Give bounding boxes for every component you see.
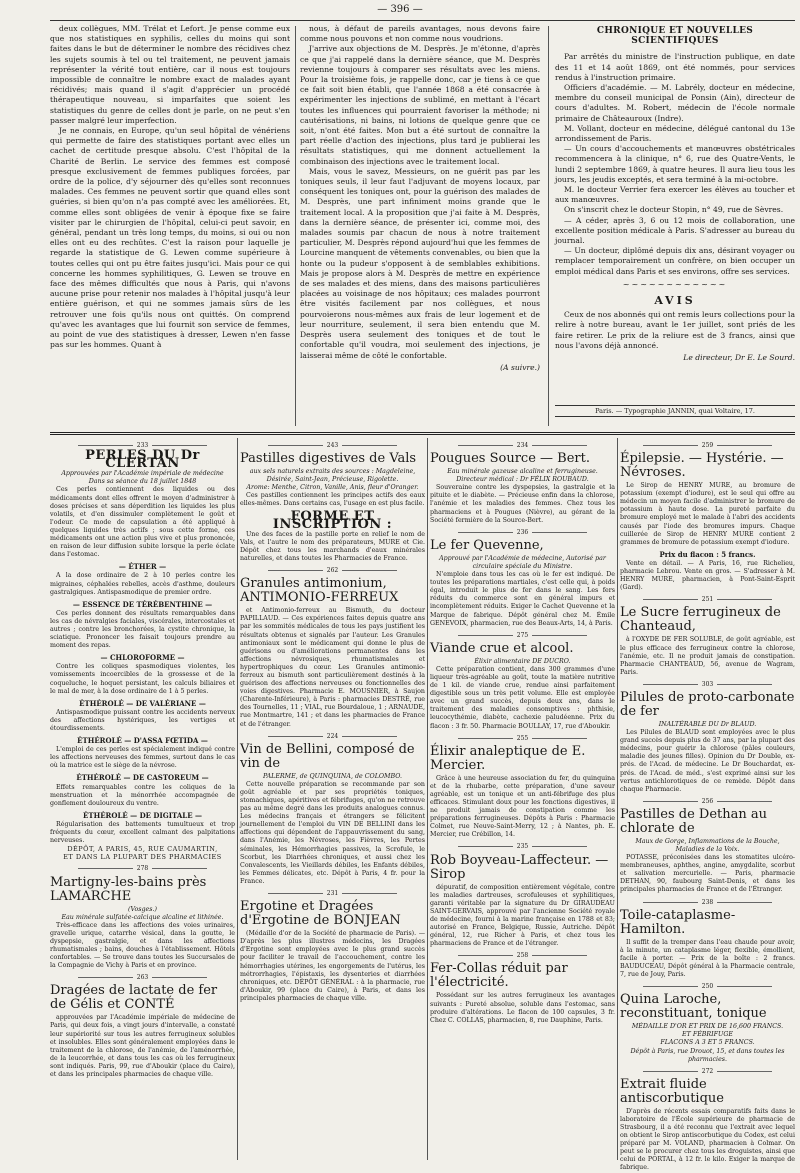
article-paragraph: nous, à défaut de pareils avantages, nous devons faire comme nous pouvons et non comme nous voudrions. <box>300 24 540 44</box>
advertisement <box>620 681 795 794</box>
ad-subtitle: ET FÉBRIFUGE <box>682 1031 733 1039</box>
ad-body: Vente en détail. — A Paris, 16, rue Richelieu, pharmacie Lebrou. Vente en gros. — S'adresser à M. HENRY MURE, pharmacien, à Pont-Saint-Esprit (Gard). <box>620 559 795 592</box>
ad-body: approuvées par l'Académie impériale de médecine de Paris, qui deux fois, a vingt jours d'intervalle, a constaté leur supériorité sur tous les autres ferrugineux solubles et insolubles. Elles sont généralement employées dans le traitement de la chlorose, de l'anémie, de l'aménorrhée, de la leucorrhée, et dans tous les cas où les ferrugineux sont indiqués. Paris, 99, rue d'Aboukir (place du Caire), et dans les principales pharmacies de chaque ville. <box>50 1014 235 1078</box>
ad-subtitle: PALERME, de QUINQUINA, de COLOMBO. <box>262 772 403 780</box>
ad-number: 233 <box>50 442 235 450</box>
ad-number: 231 <box>240 890 425 898</box>
advertisement <box>430 632 615 731</box>
ads-column-4 <box>620 440 795 1172</box>
column-divider <box>548 26 549 426</box>
advertisement <box>430 442 615 525</box>
ad-subtitle: INALTÉRABLE DU Dr BLAUD. <box>658 720 757 728</box>
chronicle-paragraph: M. le docteur Verrier fera exercer les élèves au toucher et aux manœuvres. <box>555 185 795 205</box>
article-column-1 <box>50 24 290 430</box>
ad-section-heading: — ESSENCE DE TÉRÉBENTHINE — <box>72 599 213 609</box>
ad-title: Le fer Quevenne, <box>430 537 544 553</box>
chronicle-paragraph: M. Vollant, docteur en médecine, délégué cantonal du 13e arrondissement de Paris. <box>555 123 795 144</box>
ad-title: Rob Boyveau-Laffecteur. — Sirop <box>430 852 609 882</box>
avis-text: Ceux de nos abonnés qui ont remis leurs collections pour la relire à notre bureau, avant le 1er juillet, sont priés de les faire retirer. Le prix de la reliure est de 3 francs, ainsi que nous l'avons déjà annoncé. <box>555 310 795 350</box>
ad-title: Martigny-les-bains près LAMARCHE <box>50 874 207 904</box>
ad-number: 250 <box>620 983 795 991</box>
ad-number: 224 <box>240 733 425 741</box>
ad-title: Viande crue et alcool. <box>430 640 574 656</box>
ad-subtitle: Élixir alimentaire DE DUCRO. <box>474 657 571 665</box>
ad-body: Grâce à une heureuse association du fer, du quinquina et de la rhubarbe, cette préparation, d'une saveur agréable, est un tonique et un anti-fébrifuge des plus efficaces. Stimulant doux pour les fonctions digestives, il ne produit jamais de constipation comme les préparations ferrugineuses. Dépôts à Paris : Pharmacie Colmet, rue Neuve-Saint-Merry, 12 ; à Nantes, ph. E. Mercier, rue Crébillon, 14. <box>430 774 615 839</box>
article-paragraph: Mais, vous le savez, Messieurs, on ne guérit pas par les toniques seuls, il leur faut l'adjuvant de moyens locaux, par conséquent les toniques ont, pour la guérison des malades de M. Desprès, une part infiniment moins grande que le traitement local. A la proposition que j'ai faite à M. Desprès, dans la dernière séance, de présenter ici, comme moi, des malades soumis par chacun de nous à notre traitement particulier, M. Desprès répond aujourd'hui que les femmes de Lourcine manquent de vêtements convenables, ou bien que la honte ou la pudeur s'opposent à de semblables exhibitions. Mais je propose alors à M. Desprès de mettre en expérience de ses malades et des miens, dans des maisons particulières placées au voisinage de nos hôpitaux; ces malades pourront être visités facilement par nos collègues, et nous pourvoierons nous-mêmes aux frais de leur logement et de leur nourriture, seulement, il sera bien entendu que M. Desprès usera seulement des toniques et de tout le confortable qu'il voudra, moi seulement des injections, je laisserai même de côté le confortable. <box>300 166 540 360</box>
advertisement <box>50 442 235 861</box>
ad-subtitle: MÉDAILLE D'OR ET PRIX DE 16,600 FRANCS. <box>631 1023 784 1031</box>
ad-body: Cette nouvelle préparation se recommande par son goût agréable et par ses propriétés toniques, stomachiques, apéritives et fébrifuges, qu'on ne retrouve pas au même degré dans les produits analogues connus. Les médecins français et étrangers se félicitent journellement de l'emploi du VIN DE BELLINI dans les affections qui dépendent de l'appauvrissement du sang, dans l'Anémie, les Névroses, les Fièvres, les Pertes séminales, les Hémorrhagies passives, la Scrofule, le Scorbut, les Diarrhées chroniques, et aussi chez les Convalescents, les Vieillards débiles, les Enfants débiles, les Femmes délicates, etc. Dépôt à Paris, 4 fr. pour la France. <box>240 780 425 885</box>
ad-subtitle: FLACONS A 3 ET 5 FRANCS. <box>660 1039 755 1047</box>
page-number: — 396 — <box>377 4 423 15</box>
ad-title: Pastilles de Dethan au chlorate de <box>620 806 768 836</box>
advertisement <box>430 735 615 840</box>
ad-title: Pastilles digestives de Vals <box>240 451 417 467</box>
article-paragraph: deux collègues, MM. Trélat et Lefort. Je pense comme eux que nos statistiques en syphilis, celles du moins qui sont faites dans le but de déterminer le nombre des récidives chez les sujets soumis à tel ou tel traitement, ne peuvent jamais représenter la vérité tout entière, car il nous est toujours impossible de connaître le nombre exact de malades ayant récidivés; mais quand il s'agit d'apprécier un procédé thérapeutique nouveau, si imparfaites que soient les statistiques du genre de celles dont je parle, on ne peut s'en passer malgré leur imperfection. <box>50 24 290 125</box>
advertisement <box>620 798 795 895</box>
ad-section-body: L'emploi de ces perles est spécialement indiqué contre les affections nerveuses des femmes, surtout dans le cas où la matrice est le siège de la névrose. <box>50 746 235 770</box>
ad-number: 262 <box>240 567 425 575</box>
advertisement <box>620 596 795 677</box>
ad-section-heading: ÉTHÉROLÉ — DE DIGITALE — <box>83 810 202 820</box>
ad-body: Cette préparation contient, dans 300 grammes d'une liqueur très-agréable au goût, toute la matière nutritive de 1 kil. de viande crue, rendue ainsi parfaitement digestible sous un très petit volume. Elle est employée avec un grand succès, depuis deux ans, dans le traitement des maladies consomptives : phthisie, leucocythémie, diabète, cachexie paludéenne. Prix du flacon : 3 fr. 50. Pharmacie BOULLAY, 17, rue d'Aboukir. <box>430 665 615 730</box>
advertisement <box>430 529 615 628</box>
ad-title: Quina Laroche, reconstituant, tonique <box>620 992 767 1022</box>
chronicle-paragraph: On s'inscrit chez le docteur Stopin, n° 49, rue de Sèvres. <box>564 205 784 215</box>
ad-subtitle: Approuvées par l'Académie impériale de médecine <box>61 470 224 478</box>
ad-body: Souveraine contre les dyspepsies, la gastralgie et la pituite et le diabète. — Précieuse enfin dans la chlorose, l'anémie et les maladies des femmes. Chez tous les pharmaciens et à Pougues (Nièvre), au gérant de la Société fermière de la Source-Bert. <box>430 484 615 524</box>
ad-body: (Médaille d'or de la Société de pharmacie de Paris). — D'après les plus illustres médecins, les Dragées d'Ergotine sont employées avec le plus grand succès pour faciliter le travail de l'accouchement, contre les hémorrhagies utérines, les engorgements de l'utérus, les métrorrhagies, l'épistaxis, les dysenteries et diarrhées chroniques, etc. DÉPÔT GÉNÉRAL : à la pharmacie, rue d'Aboukir, 99 (place du Caire), à Paris, et dans les principales pharmacies de chaque ville. <box>240 930 425 1002</box>
ornament-divider: ~~~~~~~~~~~~ <box>622 279 728 289</box>
column-divider <box>427 438 428 1160</box>
ad-subtitle: aux sels naturels extraits des sources : Magdeleine, Désirée, Saint-Jean, Précieuse, Rigolette. <box>249 468 416 484</box>
ad-number: 236 <box>430 529 615 537</box>
ad-section-body: A la dose ordinaire de 2 à 10 perles contre les migraines, céphalées rebelles, accès d'asthme, douleurs gastralgiques. Antispasmodique de premier ordre. <box>50 572 235 596</box>
ad-number: 243 <box>240 442 425 450</box>
advertisement <box>240 890 425 1003</box>
ad-number: 303 <box>620 681 795 689</box>
ad-title: Le Sucre ferrugineux de Chanteaud, <box>620 605 781 635</box>
ad-title: Ergotine et Dragées d'Ergotine de BONJEAN <box>240 899 401 929</box>
ad-title: Toile-cataplasme-Hamilton. <box>620 907 736 937</box>
printer-imprint: Paris. — Typographie JANNIN, quai Voltaire, 17. <box>555 405 795 417</box>
header-rule <box>50 20 795 21</box>
ad-subtitle: Arome: Menthe, Citron, Vanille, Anis, fleur d'Oranger. <box>246 484 419 492</box>
director-signature: Le directeur, Dr E. Le Sourd. <box>683 353 795 363</box>
ad-footer: DÉPÔT, A PARIS, 45, RUE CAUMARTIN, <box>67 845 218 854</box>
ad-body: Les Pilules de BLAUD sont employées avec le plus grand succès depuis plus de 37 ans, par la plupart des médecins, pour guérir la chlorose (pâles couleurs, maladie des jeunes filles). Opinion du Dr Double, ex-prés. de l'Acad. de médecine. Le Dr Bouchardat, ex-prés. de l'Acad. de méd., s'est exprimé ainsi sur les vertus antichlorotiques de ce remède. Dépôt dans chaque Pharmacie. <box>620 729 795 793</box>
article-paragraph: J'arrive aux objections de M. Desprès. Je m'étonne, d'après ce que j'ai rappelé dans la dernière séance, que M. Desprès revienne toujours à comparer ses résultats avec les miens. Pour la troisième fois, je rappelle donc, car je tiens à ce que ce fait soit bien établi, que l'année 1868 a été consacrée à expérimenter les injections de sublimé, en mettant à l'écart toutes les influences qui pourraient favoriser la méthode; ni cautérisations, ni bains, ni lotions de quelque genre que ce soit, n'ont été faites. Mon but a été surtout de connaître la part réelle d'action des injections, plus tard je publierai les résultats statistiques, qui me donnent actuellement la combinaison des injections avec le traitement local. <box>300 44 540 166</box>
ad-section-heading: ÉTHÉROLÉ — DE CASTOREUM — <box>76 773 209 783</box>
ad-number: 235 <box>430 843 615 851</box>
ad-number: 234 <box>430 442 615 450</box>
advertisement <box>50 865 235 970</box>
ad-title: Pilules de proto-carbonate de fer <box>620 689 795 719</box>
ad-subtitle: Maux de Gorge, Inflammations de la Bouche, Maladies de la Voix. <box>635 837 780 853</box>
column-divider <box>617 438 618 1160</box>
article-paragraph: Je ne connais, en Europe, qu'un seul hôpital de vénériens qui permette de faire des statistiques portant avec elles un cachet de certitude presque absolu. C'est l'hôpital de la Charité de Berlin. Le service des femmes est composé presque exclusivement de femmes publiques forcées, par ordre de la police, d'y séjourner dès qu'elles sont reconnues malades. Ces femmes ne peuvent sortir que quand elles sont guéries, si bien qu'on n'a pas compté avec les améliorées. Et, comme elles sont obligées de venir à époque fixe se faire visiter par le chirurgien de l'hôpital, celui-ci peut savoir, en général, pendant un très long temps, du moins, si oui ou non elles ont eu des rechûtes. C'est la raison pour laquelle je regarde la statistique de G. Lewen comme supérieure à toutes celles qui ont pu être faites jusqu'ici. Mais pour ce qui concerne les hommes syphilitiques, G. Lewen se trouve en face des mêmes difficultés que nous à Paris, qui n'avons aucune prise pour retenir nos malades à l'hôpital jusqu'à leur entière guérison, et qui ne sommes jamais sûrs de les retrouver une fois qu'ils nous ont quittés. On comprend qu'avec les avantages que lui fournit son service de femmes, au point de vue des statistiques à dresser, Lewen n'en fasse pas sur les hommes. Quant à <box>50 126 290 350</box>
ad-subtitle: (Vosges.) <box>128 905 157 913</box>
ad-body: Le Sirop de HENRY MURE, au bromure de potassium (exempt d'iodure), est le seul qui offre au médecin un moyen facile d'administrer le bromure de potassium à haute dose. La pureté parfaite du bromure employé met le malade à l'abri des accidents causés par l'iode des bromures impurs. Chaque cuillerée de Sirop de HENRY MURE contient 2 grammes de bromure de potassium exempt d'iodure. <box>620 482 795 546</box>
ad-number: 272 <box>620 1068 795 1076</box>
ad-subtitle: Approuvé par l'Académie de médecine, Autorisé par circulaire spéciale du Ministre. <box>439 554 606 570</box>
ad-subtitle: Eau minérale sulfatée-calcique alcaline et lithinée. <box>61 913 224 921</box>
ad-number: 251 <box>620 596 795 604</box>
ad-number: 238 <box>620 899 795 907</box>
ad-number: 278 <box>50 865 235 873</box>
ads-section-rule <box>50 432 795 435</box>
advertisement <box>240 567 425 729</box>
chronicle-paragraph: — Un cours d'accouchements et manœuvres obstétricales recommencera à la clinique, n° 6, rue des Quatre-Vents, le lundi 2 septembre 1869, à quatre heures. Il aura lieu tous les jours, les jeudis exceptés, et sera terminé à la mi-octobre. <box>555 144 795 184</box>
advertisement <box>430 843 615 948</box>
ad-title: Dragées de lactate de fer de Gélis et CONTÉ <box>50 983 218 1013</box>
ad-title: FORME ET INSCRIPTION : <box>272 508 393 532</box>
ad-section-body: Antispasmodique puissant contre les accidents nerveux des affections hystériques, les vertiges et étourdissements. <box>50 708 235 732</box>
ad-number: 256 <box>620 798 795 806</box>
ad-title: Granules antimonium, ANTIMONIO-FERREUX <box>240 576 399 606</box>
ad-body: Très-efficace dans les affections des voies urinaires, gravelle urique, catarrhe vésical, dans la goutte, le dyspepsie, gastralgie, et dans les affections rhumatismales ; bains, douches à l'établissement. Hôtels confortables. — Se trouve dans toutes les Succursales de la Compagnie de Vichy à Paris et en province. <box>50 921 235 970</box>
avis-heading: AVIS <box>654 294 696 308</box>
advertisement <box>620 899 795 980</box>
ad-body: Une des faces de la pastille porte en relief le nom de Vals, et l'autre le nom des préparateurs, MURE et Cie. Dépôt chez tous les marchands d'eaux minérales naturelles, et dans toutes les Pharmacies de France. <box>240 530 425 563</box>
ad-body: POTASSE, préconisées dans les stomatites ulcéro-membraneuses, aphthes, angine, amygdalite, scorbut et salivation mercurielle. — Paris, pharmacie DETHAN, 90, faubourg Saint-Denis, et dans les principales pharmacies de France et de l'Étranger. <box>620 854 795 894</box>
column-divider <box>237 438 238 1160</box>
ad-body: D'après de récents essais comparatifs faits dans le laboratoire de l'École supérieure de pharmacie de Strasbourg, il a été reconnu que l'extrait avec lequel on obtient le Sirop antiscorbutique du Codex, est celui préparé par M. VOLAND, pharmacien à Colmar. On peut se le procurer chez tous les droguistes, ainsi que celui de PORTAL, à 12 fr. le kilo. Exiger la marque de fabrique. <box>620 1107 795 1172</box>
ad-number: 275 <box>430 632 615 640</box>
advertisement <box>620 442 795 592</box>
chronicle-paragraph: — A céder, après 3, 6 ou 12 mois de collaboration, une excellente position médicale à Paris. S'adresser au bureau du journal. <box>555 215 795 246</box>
ad-section-heading: ÉTHÉROLÉ — D'ASSA FŒTIDA — <box>77 736 208 746</box>
chronicle-paragraph: — Un docteur, diplômé depuis dix ans, désirant voyager ou remplacer temporairement un confrère, on bien occuper un emploi médical dans Paris et ses environs, offre ses services. <box>555 246 795 276</box>
column-divider <box>295 26 296 426</box>
advertisement <box>620 983 795 1064</box>
ad-section-body: Régularisation des battements tumultueux et trop fréquents du cœur, excellent calmant des palpitations nerveuses. <box>50 820 235 845</box>
chronicle-paragraph: Officiers d'académie. — M. Labrély, docteur en médecine, membre du conseil municipal de Ponsin (Ain), directeur de cours d'adultes. M. Robert, médecin de l'école normale primaire de Châteauroux (Indre). <box>555 83 795 123</box>
ad-body: dépuratif, de composition entièrement végétale, contre les maladies dartreuses, scrofuleuses et syphilitiques, garanti véritable par la signature du Dr GIRAUDEAU SAINT-GERVAIS, approuvé par l'ancienne Société royale de médecine, fourni à la marine française en 1788 et 83; autorisé en France, Belgique, Russie, Autriche. Dépôt général, 12, rue Richer à Paris, et chez tous les pharmaciens de France et de l'étranger. <box>430 883 615 948</box>
ad-body: à l'OXYDE DE FER SOLUBLE, de goût agréable, est le plus efficace des ferrugineux contre la chlorose, l'anémie, etc. Il ne produit jamais de constipation. Pharmacie CHANTEAUD, 56, avenue de Wagram, Paris. <box>620 636 795 676</box>
ad-title: Fer-Collas réduit par l'électricité. <box>430 961 568 991</box>
ad-price: Prix du flacon : 5 francs. <box>659 549 756 559</box>
advertisement <box>50 974 235 1079</box>
ad-subtitle: Dans sa séance du 18 juillet 1848 <box>88 478 197 486</box>
ad-title: Extrait fluide antiscorbutique <box>620 1076 724 1106</box>
ad-section-heading: — ÉTHER — <box>118 562 167 572</box>
ad-subtitle: Dépôt à Paris, rue Drouot, 15, et dans toutes les pharmacies. <box>630 1047 785 1063</box>
ad-body: Possédant sur les autres ferrugineux les avantages suivants : Pureté absolue, soluble dans l'estomac, sans produire d'altérations. Le flacon de 100 capsules, 3 fr. Chez C. COLLAS, pharmacien, 8, rue Dauphine, Paris. <box>430 992 615 1024</box>
ad-title: Épilepsie. — Hystérie. — Névroses. <box>620 451 784 481</box>
ad-section-body: Effets remarquables contre les coliques de la menstruation et la ménorrhée accompagnée de gonflement douloureux du ventre. <box>50 783 235 807</box>
ads-column-2 <box>240 440 425 1160</box>
advertisement <box>430 952 615 1024</box>
advertisement <box>620 1068 795 1173</box>
ad-body: N'emploie dans tous les cas où le fer est indiqué. De toutes les préparations martiales, c'est celle qui, à poids égal, introduit le plus de fer dans le sang. Les fers réduits du commerce sont en général impurs et incomplètement réduits. Exiger le Cachet Quevenne et la Marque de fabrique. Dépôt général chez M. Émile GENEVOIX, pharmacien, rue des Beaux-Arts, 14, à Paris. <box>430 571 615 627</box>
continuation-note: (A suivre.) <box>500 362 540 372</box>
ads-column-3 <box>430 440 615 1160</box>
ads-column-1 <box>50 440 235 1160</box>
ad-subtitle: Eau minérale gazeuse alcaline et ferrugineuse. <box>447 468 598 476</box>
ad-body: Ces pastilles contiennent les principes actifs des eaux elles-mêmes. Dans certains cas, l'usage en est plus facile. <box>240 492 425 508</box>
ad-number: 255 <box>430 735 615 743</box>
ad-section-body: Ces perles donnent des résultats remarquables dans les cas de névralgies faciales, viscérales, intercostales et autres ; contre les bronchorées, la cystite chronique, la sciatique. Prononcer les faisait toujours prendre au moment des repas. <box>50 609 235 650</box>
ad-section-heading: — CHLOROFORME — <box>100 653 185 663</box>
ad-number: 259 <box>620 442 795 450</box>
chronicle-column <box>555 24 795 430</box>
advertisement <box>240 508 425 564</box>
ad-title: Vin de Bellini, composé de vin de <box>240 741 415 771</box>
ad-footer: ET DANS LA PLUPART DES PHARMACIES <box>63 853 222 862</box>
ad-body: et Antimonio-ferreux au Bismuth, du docteur PAPILLAUD. — Ces expériences faites depuis quatre ans par les sommités médicales de tous les pays justifient les résultats obtenus et signalés par l'auteur. Les Granules antimoniaux sont le médicament qui donne le plus de guérisons ou d'améliorations permanentes dans les affections névrosiques, rhumatismales et hypertrophiques du cœur. Les Granules antimonio-ferreux au bismuth sont particulièrement destinés à la guérison des affections nerveuses ou fonctionnelles des voies digestives. Pharmacie E. MOUSNIER, à Saujon (Charente-Inférieure), à Paris : pharmacies DESTRÉ, rue des Tournelles, 11 ; VIAL, rue Bourdaloue, 1 ; ARNAUDE, rue Montmartre, 141 ; et dans les pharmacies de France et de l'étranger. <box>240 607 425 728</box>
chronicle-heading: CHRONIQUE ET NOUVELLES SCIENTIFIQUES <box>596 26 754 47</box>
ad-number: 263 <box>50 974 235 982</box>
ad-title: Élixir analeptique de E. Mercier. <box>430 743 586 773</box>
ad-subtitle: Directeur médical : Dr FÉLIX ROUBAUD. <box>456 476 589 484</box>
article-column-2 <box>300 24 540 416</box>
chronicle-paragraph: Par arrêtés du ministre de l'instruction publique, en date des 11 et 14 août 1869, ont été nommés, pour services rendus à l'instruction primaire. <box>555 52 795 82</box>
ad-section-body: Contre les coliques spasmodiques violentes, les vomissements incoercibles de la grossesse et de la coqueluche, le hoquet persistant, les calculs biliaires et le mal de mer, à la dose ordinaire de 1 à 5 perles. <box>50 663 235 695</box>
ad-body: Ces perles contiennent des liquides ou des médicaments dont elles offrent le moyen d'administrer à doses précises et sans déperdition les liquides les plus volatils, et d'en dissimuler complètement le goût et l'odeur. Ce mode de capsulation a été appliqué à quelques liquides très actifs ; sous cette forme, ces médicaments ont une action plus vive et plus prononcée, en raison de leur diffusion subite lorsque la perle éclate dans l'estomac. <box>50 486 235 559</box>
advertisement <box>240 442 425 509</box>
ad-title: PERLES DU Dr CLERTAN <box>85 448 200 472</box>
ad-section-heading: ÉTHÉROLÉ — DE VALÉRIANE — <box>79 698 206 708</box>
ad-body: Il suffit de la tremper dans l'eau chaude pour avoir, à la minute, un cataplasme léger, flexible, émollient, facile à porter. — Prix de la boîte : 2 francs. BAUDUCEAU, Dépôt général à la Pharmacie centrale, 7, rue de Jouy, Paris. <box>620 938 795 979</box>
ad-title: Pougues Source — Bert. <box>430 451 590 467</box>
advertisement <box>240 733 425 886</box>
ad-number: 258 <box>430 952 615 960</box>
